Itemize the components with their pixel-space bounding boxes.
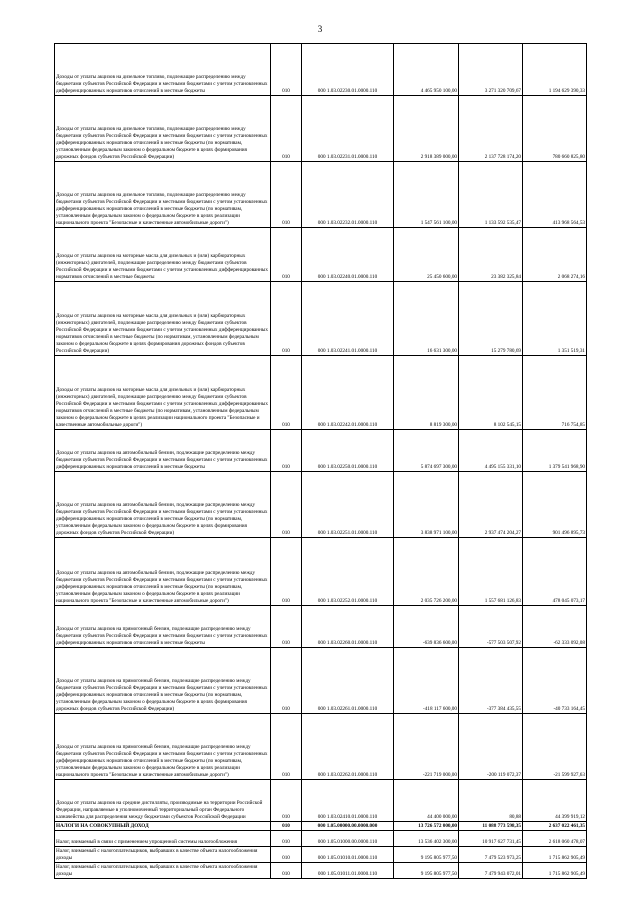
row-plan: 16 631 300,00	[394, 282, 459, 356]
row-name: Доходы от уплаты акцизов на моторные масла для дизельных и (или) карбюраторных (инжекторных) двигателей, подлежащие распределению между бюджетами субъектов Российской Федерации и местными бюджетами с учетом установленных дифференцированных нормативов отчислений в местные бюджеты (по нормативам, установленным федеральным законом о федеральном бюджете в целях реализации национального проекта "Безопасные и качественные автомобильные дороги")	[55, 356, 271, 430]
row-admin-code: 010	[271, 538, 302, 606]
row-plan: 9 195 805 977,50	[394, 863, 459, 879]
budget-revenue-table	[54, 43, 587, 879]
table-row	[55, 648, 587, 714]
row-name: Налог, взимаемый с налогоплательщиков, выбравших в качестве объекта налогообложения доходы	[55, 847, 271, 863]
row-name: Доходы от уплаты акцизов на дизельное топливо, подлежащие распределению между бюджетами субъектов Российской Федерации и местными бюджетами с учетом установленных дифференцированных нормативов отчислений в местные бюджеты (по нормативам, установленным федеральным законом о федеральном бюджете в целях реализации национального проекта "Безопасные и качественные автомобильные дороги")	[55, 162, 271, 228]
row-plan: 1 547 561 100,00	[394, 162, 459, 228]
row-classification-code: 000 1.03.02232.01.0000.110	[302, 162, 394, 228]
row-name: Доходы от уплаты акцизов на автомобильный бензин, подлежащие распределению между бюджетами субъектов Российской Федерации и местными бюджетами с учетом установленных дифференцированных нормативов отчислений в местные бюджеты	[55, 430, 271, 472]
row-name: Налог, взимаемый в связи с применением упрощенной системы налогообложения	[55, 831, 271, 847]
row-admin-code: 010	[271, 822, 302, 831]
row-classification-code: 000 1.03.02251.01.0000.110	[302, 472, 394, 538]
row-remainder: -21 599 927,63	[523, 714, 587, 780]
row-admin-code: 010	[271, 714, 302, 780]
row-plan: 25 450 600,00	[394, 228, 459, 282]
table-row	[55, 714, 587, 780]
row-classification-code: 000 1.03.02241.01.0000.110	[302, 282, 394, 356]
row-executed: -200 119 072,37	[459, 714, 523, 780]
row-executed: -377 384 435,55	[459, 648, 523, 714]
row-plan: 9 195 805 977,50	[394, 847, 459, 863]
row-classification-code: 000 1.05.01010.01.0000.110	[302, 847, 394, 863]
table-row	[55, 863, 587, 879]
row-remainder: 478 045 073,17	[523, 538, 587, 606]
row-remainder: 1 715 862 905,49	[523, 847, 587, 863]
row-remainder: 716 754,85	[523, 356, 587, 430]
row-executed: 2 937 474 204,27	[459, 472, 523, 538]
row-admin-code: 010	[271, 606, 302, 648]
row-remainder: 2 618 060 478,07	[523, 831, 587, 847]
row-classification-code: 000 1.05.01011.01.0000.110	[302, 863, 394, 879]
row-name: Доходы от уплаты акцизов на дизельное топливо, подлежащие распределению между бюджетами субъектов Российской Федерации и местными бюджетами с учетом установленных дифференцированных нормативов отчислений в местные бюджеты (по нормативам, установленным федеральным законом о федеральном бюджете в целях формирования дорожных фондов субъектов Российской Федерации)	[55, 96, 271, 162]
row-classification-code: 000 1.03.02240.01.0000.110	[302, 228, 394, 282]
row-name: Доходы от уплаты акцизов на моторные масла для дизельных и (или) карбюраторных (инжекторных) двигателей, подлежащие распределению между бюджетами субъектов Российской Федерации и местными бюджетами с учетом установленных дифференцированных нормативов отчислений в местные бюджеты	[55, 228, 271, 282]
row-remainder: 1 351 519,31	[523, 282, 587, 356]
row-admin-code: 010	[271, 780, 302, 822]
table-row	[55, 282, 587, 356]
row-plan: 5 874 697 300,00	[394, 430, 459, 472]
row-classification-code: 000 1.03.02231.01.0000.110	[302, 96, 394, 162]
page-number: 3	[317, 24, 323, 34]
row-name: Доходы от уплаты акцизов на автомобильный бензин, подлежащие распределению между бюджетами субъектов Российской Федерации и местными бюджетами с учетом установленных дифференцированных нормативов отчислений в местные бюджеты (по нормативам, установленным федеральным законом о федеральном бюджете в целях реализации национального проекта "Безопасные и качественные автомобильные дороги")	[55, 538, 271, 606]
row-remainder: -62 333 092,08	[523, 606, 587, 648]
row-plan: 8 819 300,00	[394, 356, 459, 430]
row-executed: -577 503 507,92	[459, 606, 523, 648]
table-row	[55, 162, 587, 228]
table-row	[55, 780, 587, 822]
row-plan: 13 726 572 000,00	[394, 822, 459, 831]
row-executed: 7 479 943 072,01	[459, 863, 523, 879]
table-row	[55, 356, 587, 430]
row-name: Доходы от уплаты акцизов на автомобильный бензин, подлежащие распределению между бюджетами субъектов Российской Федерации и местными бюджетами с учетом установленных дифференцированных нормативов отчислений в местные бюджеты (по нормативам, установленным федеральным законом о федеральном бюджете в целях формирования дорожных фондов субъектов Российской Федерации)	[55, 472, 271, 538]
row-executed: 4 495 155 331,10	[459, 430, 523, 472]
row-executed: 7 479 523 973,25	[459, 847, 523, 863]
row-name: Доходы от уплаты акцизов на дизельное топливо, подлежащие распределению между бюджетами субъектов Российской Федерации и местными бюджетами с учетом установленных дифференцированных нормативов отчислений в местные бюджеты	[55, 44, 271, 96]
row-executed: 15 279 780,69	[459, 282, 523, 356]
table-row	[55, 822, 587, 831]
table-row	[55, 606, 587, 648]
row-executed: 80,88	[459, 780, 523, 822]
row-executed: 8 102 545,15	[459, 356, 523, 430]
row-plan: 13 536 402 300,00	[394, 831, 459, 847]
row-admin-code: 010	[271, 430, 302, 472]
row-admin-code: 010	[271, 162, 302, 228]
row-classification-code: 000 1.03.02261.01.0000.110	[302, 648, 394, 714]
row-plan: 44 400 000,00	[394, 780, 459, 822]
row-remainder: 413 968 564,53	[523, 162, 587, 228]
row-executed: 11 088 773 598,35	[459, 822, 523, 831]
row-name: Доходы от уплаты акцизов на средние дистилляты, производимые на территории Российской Федерации, направляемые в уполномоченный территориальный орган Федерального казначейства для распределения между бюджетами субъектов Российской Федерации	[55, 780, 271, 822]
row-admin-code: 010	[271, 847, 302, 863]
row-plan: 2 035 726 200,00	[394, 538, 459, 606]
row-classification-code: 000 1.03.02252.01.0000.110	[302, 538, 394, 606]
table-row	[55, 847, 587, 863]
row-plan: 3 838 971 100,00	[394, 472, 459, 538]
row-remainder: 780 660 825,80	[523, 96, 587, 162]
row-executed: 3 271 320 709,67	[459, 44, 523, 96]
row-remainder: 901 496 895,73	[523, 472, 587, 538]
row-plan: -418 117 600,00	[394, 648, 459, 714]
row-remainder: 44 399 919,12	[523, 780, 587, 822]
row-admin-code: 010	[271, 472, 302, 538]
row-classification-code: 000 1.03.02260.01.0000.110	[302, 606, 394, 648]
row-classification-code: 000 1.05.00000.00.0000.000	[302, 822, 394, 831]
row-admin-code: 010	[271, 831, 302, 847]
row-remainder: 1 194 629 390,33	[523, 44, 587, 96]
row-admin-code: 010	[271, 228, 302, 282]
row-plan: -639 836 600,00	[394, 606, 459, 648]
row-admin-code: 010	[271, 96, 302, 162]
row-admin-code: 010	[271, 356, 302, 430]
row-plan: 4 465 950 100,00	[394, 44, 459, 96]
row-executed: 10 917 627 731,45	[459, 831, 523, 847]
row-admin-code: 010	[271, 282, 302, 356]
table-row	[55, 430, 587, 472]
row-remainder: 2 068 274,16	[523, 228, 587, 282]
row-classification-code: 000 1.03.02410.01.0000.110	[302, 780, 394, 822]
row-plan: -221 719 000,00	[394, 714, 459, 780]
row-name: Доходы от уплаты акцизов на прямогонный бензин, подлежащие распределению между бюджетами субъектов Российской Федерации и местными бюджетами с учетом установленных дифференцированных нормативов отчислений в местные бюджеты (по нормативам, установленным федеральным законом о федеральном бюджете в целях формирования дорожных фондов субъектов Российской Федерации)	[55, 648, 271, 714]
row-executed: 1 133 592 535,47	[459, 162, 523, 228]
row-name: Доходы от уплаты акцизов на прямогонный бензин, подлежащие распределению между бюджетами субъектов Российской Федерации и местными бюджетами с учетом установленных дифференцированных нормативов отчислений в местные бюджеты	[55, 606, 271, 648]
row-executed: 23 382 325,84	[459, 228, 523, 282]
row-name: Доходы от уплаты акцизов на моторные масла для дизельных и (или) карбюраторных (инжекторных) двигателей, подлежащие распределению между бюджетами субъектов Российской Федерации и местными бюджетами с учетом установленных дифференцированных нормативов отчислений в местные бюджеты (по нормативам, установленным федеральным законом о федеральном бюджете в целях формирования дорожных фондов субъектов Российской Федерации)	[55, 282, 271, 356]
row-name: Налог, взимаемый с налогоплательщиков, выбравших в качестве объекта налогообложения доходы	[55, 863, 271, 879]
table-row	[55, 831, 587, 847]
row-plan: 2 918 389 000,00	[394, 96, 459, 162]
row-classification-code: 000 1.05.01000.00.0000.110	[302, 831, 394, 847]
row-remainder: 1 379 541 968,90	[523, 430, 587, 472]
row-admin-code: 010	[271, 863, 302, 879]
row-executed: 1 557 681 126,83	[459, 538, 523, 606]
row-remainder: 2 637 022 461,35	[523, 822, 587, 831]
row-admin-code: 010	[271, 648, 302, 714]
row-name: Доходы от уплаты акцизов на прямогонный бензин, подлежащие распределению между бюджетами субъектов Российской Федерации и местными бюджетами с учетом установленных дифференцированных нормативов отчислений в местные бюджеты (по нормативам, установленным федеральным законом о федеральном бюджете в целях реализации национального проекта "Безопасные и качественные автомобильные дороги")	[55, 714, 271, 780]
row-remainder: 1 715 862 905,49	[523, 863, 587, 879]
row-classification-code: 000 1.03.02242.01.0000.110	[302, 356, 394, 430]
row-classification-code: 000 1.03.02262.01.0000.110	[302, 714, 394, 780]
row-classification-code: 000 1.03.02250.01.0000.110	[302, 430, 394, 472]
row-executed: 2 137 728 174,20	[459, 96, 523, 162]
row-name: НАЛОГИ НА СОВОКУПНЫЙ ДОХОД	[55, 822, 271, 831]
table-row	[55, 538, 587, 606]
row-admin-code: 010	[271, 44, 302, 96]
table-row	[55, 472, 587, 538]
row-remainder: -40 733 164,45	[523, 648, 587, 714]
table-row	[55, 228, 587, 282]
row-classification-code: 000 1.03.02230.01.0000.110	[302, 44, 394, 96]
table-row	[55, 96, 587, 162]
table-row	[55, 44, 587, 96]
